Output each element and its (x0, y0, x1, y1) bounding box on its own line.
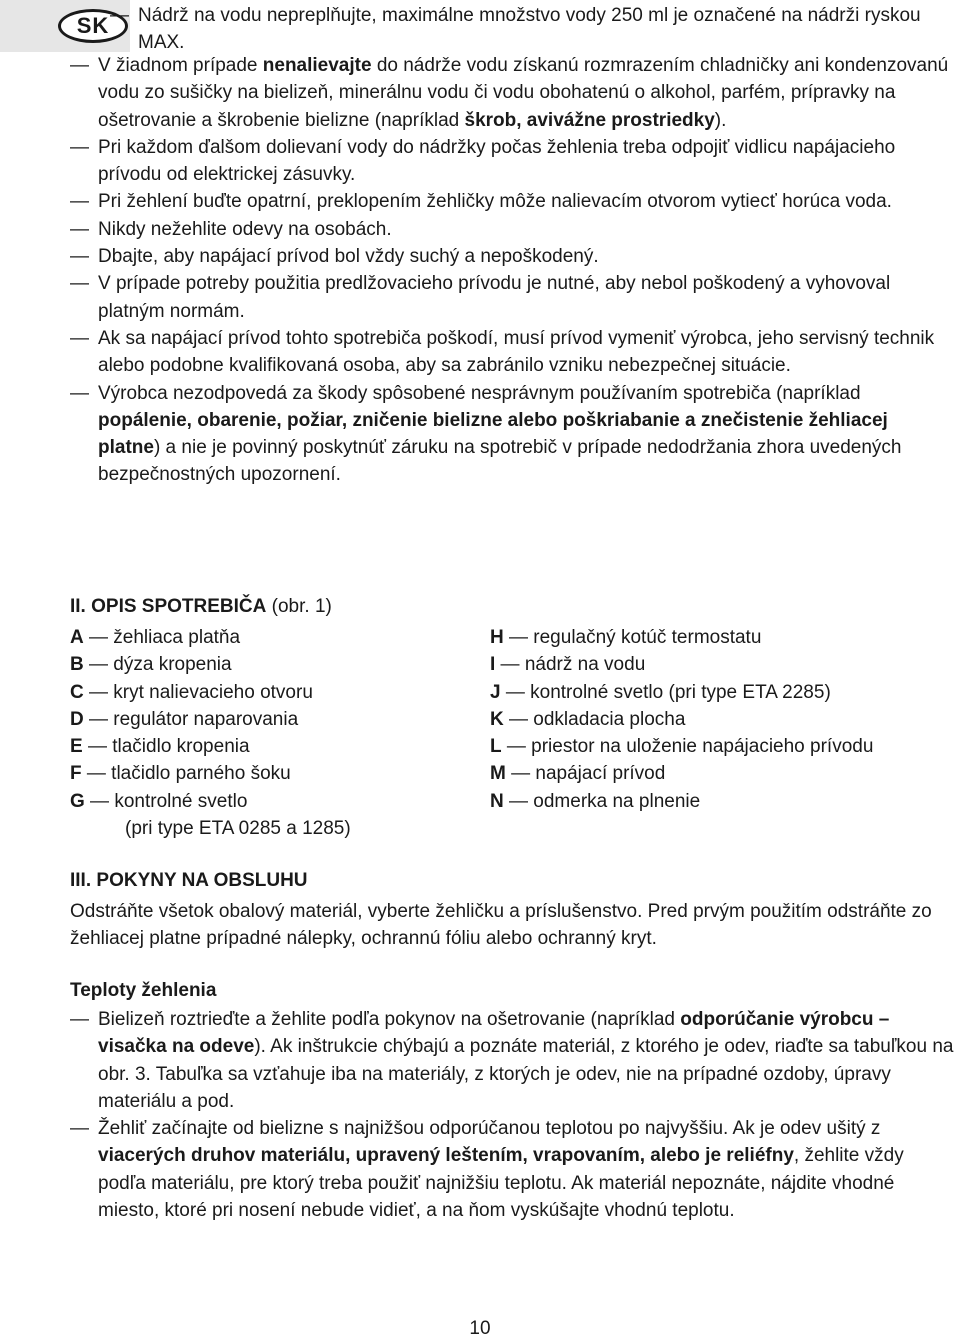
dash-bullet: — (70, 1118, 89, 1140)
dash-bullet: — (70, 218, 89, 240)
dash-bullet: — (70, 382, 89, 404)
parts-list-right (490, 624, 873, 815)
list-item: — V prípade potreby použitia predlžovacieho prívodu je nutné, aby nebol poškodený a vyhovoval platným normám. (70, 270, 955, 325)
list-item: — Ak sa napájací prívod tohto spotrebiča poškodí, musí prívod vymeniť výrobca, jeho servisný technik alebo podobne kvalifikovaná osoba, aby sa zabránilo vzniku nebezpečnej situácie. (70, 325, 955, 380)
list-item: — V žiadnom prípade nenalievajte do nádrže vodu získanú rozmrazením chladničky ani kondenzovanú vodu zo sušičky na bielizeň, minerálnu vodu či vodu obohatenú o alkohol, parfém, prípravky na ošetrovanie a škrobenie bielizne (napríklad škrob, avivážne prostriedky). (70, 52, 955, 134)
part-item: M — napájací prívod (490, 763, 666, 785)
list-item: — Výrobca nezodpovedá za škody spôsobené nesprávnym používaním spotrebiča (napríklad popálenie, obarenie, požiar, zničenie bielizne alebo poškriabanie a znečistenie žehliacej platne) a nie je povinný poskytnúť záruku na spotrebič v prípade nedodržania zhora uvedených bezpečnostných upozornení. (70, 380, 955, 489)
list-item: — Pri každom ďalšom dolievaní vody do nádržky počas žehlenia treba odpojiť vidlicu napájacieho prívodu od elektrickej zásuvky. (70, 134, 955, 189)
part-item: E — tlačidlo kropenia (70, 736, 250, 758)
list-item: — Nádrž na vodu nepreplňujte, maximálne množstvo vody 250 ml je označené na nádrži ryskou MAX. (110, 2, 955, 57)
language-badge: SK (58, 9, 128, 43)
part-item-note: (pri type ETA 0285 a 1285) (125, 818, 351, 840)
dash-bullet: — (110, 5, 129, 26)
section-heading-instructions: III. POKYNY NA OBSLUHU (70, 870, 308, 891)
part-item: H — regulačný kotúč termostatu (490, 627, 762, 648)
part-item: N — odmerka na plnenie (490, 790, 701, 812)
page-number: 10 (469, 1318, 491, 1339)
part-item: J — kontrolné svetlo (pri type ETA 2285) (490, 681, 831, 703)
dash-bullet: — (70, 327, 89, 349)
list-item: — Dbajte, aby napájací prívod bol vždy suchý a nepoškodený. (70, 243, 955, 270)
part-item: I — nádrž na vodu (490, 654, 646, 676)
parts-list-left (70, 624, 351, 842)
part-item: A — žehliaca platňa (70, 627, 241, 648)
warning-list-top (110, 2, 955, 57)
dash-bullet: — (70, 1009, 89, 1030)
part-item: B — dýza kropenia (70, 654, 232, 676)
subheading-ironing-temperatures: Teploty žehlenia (70, 980, 217, 1001)
dash-bullet: — (70, 136, 89, 158)
warning-list (70, 52, 955, 489)
part-item: D — regulátor naparovania (70, 708, 299, 730)
part-item: K — odkladacia plocha (490, 708, 686, 730)
list-item: — Bielizeň roztrieďte a žehlite podľa pokynov na ošetrovanie (napríklad odporúčanie výrobcu – visačka na odeve). Ak inštrukcie chýbajú a poznáte materiál, z ktorého je odev, riaďte sa tabuľkou na obr. 3. Tabuľka sa vzťahuje iba na materiály, z ktorých je odev, nie na prípadné ozdoby, úpravy materiálu a pod. (70, 1006, 955, 1115)
list-item: — Pri žehlení buďte opatrní, preklopením žehličky môže nalievacím otvorom vytiecť horúca voda. (70, 188, 955, 215)
part-item: G — kontrolné svetlo (70, 790, 248, 812)
part-item: L — priestor na uloženie napájacieho prívodu (490, 736, 874, 758)
dash-bullet: — (70, 191, 89, 213)
instructions-paragraph: Odstráňte všetok obalový materiál, vyberte žehličku a príslušenstvo. Pred prvým použitím odstráňte zo žehliacej platne prípadné nálepky, ochrannú fóliu alebo ochranný kryt. (70, 901, 932, 950)
list-item: — Nikdy nežehlite odevy na osobách. (70, 216, 955, 243)
dash-bullet: — (70, 273, 89, 295)
temperature-list (70, 1006, 955, 1224)
part-item: F — tlačidlo parného šoku (70, 763, 291, 785)
list-item: — Žehliť začínajte od bielizne s najnižšou odporúčanou teplotou po najvyššiu. Ak je odev ušitý z viacerých druhov materiálu, upravený leštením, vrapovaním, alebo je reliéfny, žehlite vždy podľa materiálu, pre ktorý treba použiť najnižšiu teplotu. Ak materiál nepoznáte, nájdite vhodné miesto, ktoré pri nosení nebude vidieť, a na ňom vyskúšajte vhodnú teplotu. (70, 1115, 955, 1224)
dash-bullet: — (70, 55, 89, 76)
section-heading-description: II. OPIS SPOTREBIČA (obr. 1) (70, 596, 332, 617)
dash-bullet: — (70, 246, 89, 268)
part-item: C — kryt nalievacieho otvoru (70, 681, 313, 703)
